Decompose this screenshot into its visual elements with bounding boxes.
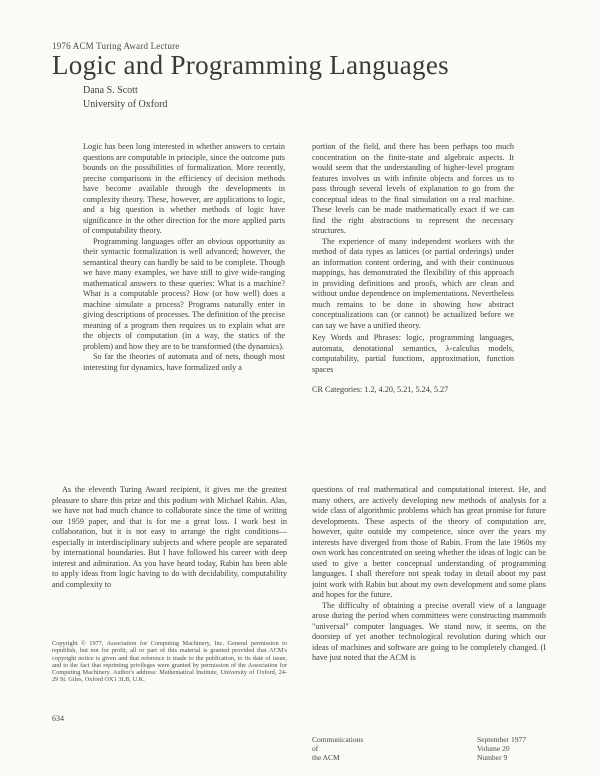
abstract-right-column	[312, 142, 514, 472]
abstract-left-column	[83, 142, 285, 472]
body-left-column	[52, 485, 287, 617]
keywords: Key Words and Phrases: logic, programming languages, automata, denotational semantics, λ-calculus models, computability, partial functions, approximation, function spaces	[312, 333, 514, 374]
abstract-paragraph: So far the theories of automata and of nets, though most interesting for dynamics, have formalized only a	[83, 352, 285, 372]
cr-categories: CR Categories: 1.2, 4.20, 5.21, 5.24, 5.27	[312, 385, 449, 394]
abstract-paragraph: portion of the field, and there has been perhaps too much concentration on the finite-state and algebraic aspects. It would seem that the understanding of higher-level program features involves us with infinite objects and forces us to pass through several levels of explanation to go from the conceptual ideas to the final simulation on a real machine. These levels can be made mathematically exact if we can find the right abstractions to represent the necessary structures.	[312, 142, 514, 235]
body-paragraph: As the eleventh Turing Award recipient, it gives me the greatest pleasure to share this prize and this podium with Michael Rabin. Alas, we have not had much chance to collaborate since the time of writing our 1959 paper, and that is for me a great loss. I work best in collaboration, but it is not easy to arrange the right conditions—especially in interdisciplinary subjects and where people are separated by international boundaries. But I have followed his career with deep interest and admiration. As you have heard today, Rabin has been able to apply ideas from logic having to do with decidability, computability and complexity to	[52, 485, 287, 589]
body-right-column	[312, 485, 546, 723]
copyright-text: Copyright © 1977, Association for Computing Machinery, Inc. General permission to republish, but not for profit, all or part of this material is granted provided that ACM's copyright notice is given and that reference is made to the publication, to its date of issue, and to the fact that reprinting privileges were granted by permission of the Association for Computing Machinery. Author's address: Mathematical Institute, University of Oxford, 24-29 St. Giles, Oxford OX1 3LB, U.K.	[52, 640, 287, 684]
page-number: 634	[52, 714, 64, 723]
lecture-kicker: 1976 ACM Turing Award Lecture	[52, 41, 180, 51]
issue-date: September 1977	[477, 735, 526, 744]
journal-name: Communications	[312, 735, 364, 744]
body-paragraph: questions of real mathematical and computational interest. He, and many others, are actively developing new methods of analysis for a wide class of algorithmic problems which has great promise for future developments. These aspects of the theory of computation are, however, quite outside my competence, since over the years my interests have diverged from those of Rabin. From the late 1960s my own work has concentrated on seeing whether the ideas of logic can be used to give a better conceptual understanding of programming languages. I shall therefore not speak today in detail about my past joint work with Rabin but about my own development and some plans and hopes for the future.	[312, 485, 546, 599]
abstract-paragraph: The experience of many independent workers with the method of data types as lattices (or partial orderings) under an information content ordering, and with their continuous mappings, has demonstrated the flexibility of this approach in providing definitions and proofs, which are clean and without undue dependence on implementations. Nevertheless much remains to be done in showing how abstract conceptualizations can (or cannot) be actualized before we can say we have a unified theory.	[312, 236, 514, 330]
paper-title: Logic and Programming Languages	[52, 50, 449, 80]
copyright-notice	[52, 640, 287, 700]
author-block	[83, 84, 167, 112]
body-paragraph: The difficulty of obtaining a precise overall view of a language arose during the period when committees were constructing mammoth "universal" computer languages. We stand now, it seems, on the doorstep of yet another technological revolution during which our ideas of machines and software are going to be completely changed. (I have just noted that the ACM is	[312, 600, 546, 662]
abstract-paragraph: Logic has been long interested in whether answers to certain questions are computable in principle, since the outcome puts bounds on the possibilities of formalization. More recently, precise comparisons in the efficiency of decision methods have become available through the developments in complexity theory. These, however, are applications to logic, and a big question is whether methods of logic have significance in the other direction for the more applied parts of computability theory.	[83, 142, 285, 235]
journal-name: of	[312, 744, 319, 753]
issue-volume: Volume 20	[477, 744, 510, 753]
author-name: Dana S. Scott	[83, 85, 138, 96]
author-affiliation: University of Oxford	[83, 99, 168, 110]
issue-number: Number 9	[477, 753, 508, 762]
abstract-paragraph: Programming languages offer an obvious opportunity as their syntactic formalization is well advanced; however, the semantical theory can hardly be said to be complete. Though we have many examples, we have still to give wide-ranging mathematical answers to these queries: What is a machine? What is a computable process? How (or how well) does a machine simulate a process? Programs naturally enter in giving descriptions of processes. The definition of the precise meaning of a program then requires us to explain what are the objects of computation (in a way, the statics of the problem) and how they are to be transformed (the dynamics).	[83, 236, 285, 351]
issue-footer	[477, 735, 526, 762]
journal-name: the ACM	[312, 753, 340, 762]
journal-footer	[312, 735, 363, 762]
